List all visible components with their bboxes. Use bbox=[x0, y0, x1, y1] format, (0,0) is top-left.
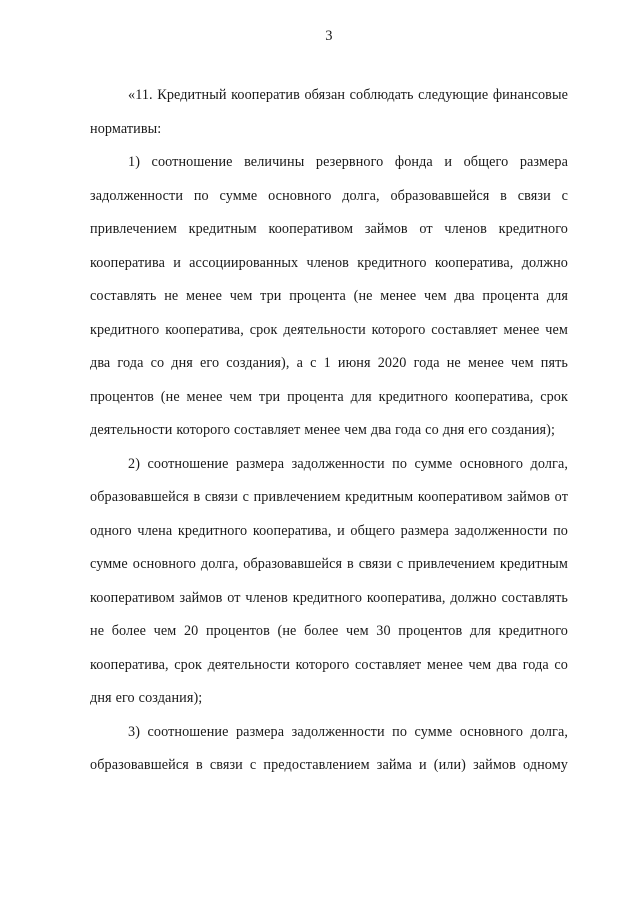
paragraph-item-2: 2) соотношение размера задолженности по сумме основного долга, образовавшейся в связи с привлечением кредитным кооперативом займов от одного члена кредитного кооператива, и общего размера задолженности по сумме основного долга, образовавшейся в связи с привлечением кредитным кооперативом займов от членов кредитного кооператива, должно составлять не более чем 20 процентов (не более чем 30 процентов для кредитного кооператива, срок деятельности которого составляет менее чем два года со дня его создания); bbox=[90, 455, 568, 707]
paragraph-item-1: 1) соотношение величины резервного фонда и общего размера задолженности по сумме основного долга, образовавшейся в связи с привлечением кредитным кооперативом займов от членов кредитного кооператива и ассоциированных членов кредитного кооператива, должно составлять не менее чем три процента (не менее чем два процента для кредитного кооператива, срок деятельности которого составляет менее чем два года со дня его создания), а с 1 июня 2020 года не менее чем пять процентов (не менее чем три процента для кредитного кооператива, срок деятельности которого составляет менее чем два года со дня его создания); bbox=[90, 154, 568, 439]
document-body bbox=[90, 79, 568, 816]
page-number: 3 bbox=[325, 28, 333, 44]
paragraph-item-3: 3) соотношение размера задолженности по сумме основного долга, образовавшейся в связи с предоставлением займа и (или) займов одному bbox=[90, 723, 568, 774]
paragraph-intro: «11. Кредитный кооператив обязан соблюдать следующие финансовые нормативы: bbox=[90, 87, 568, 137]
